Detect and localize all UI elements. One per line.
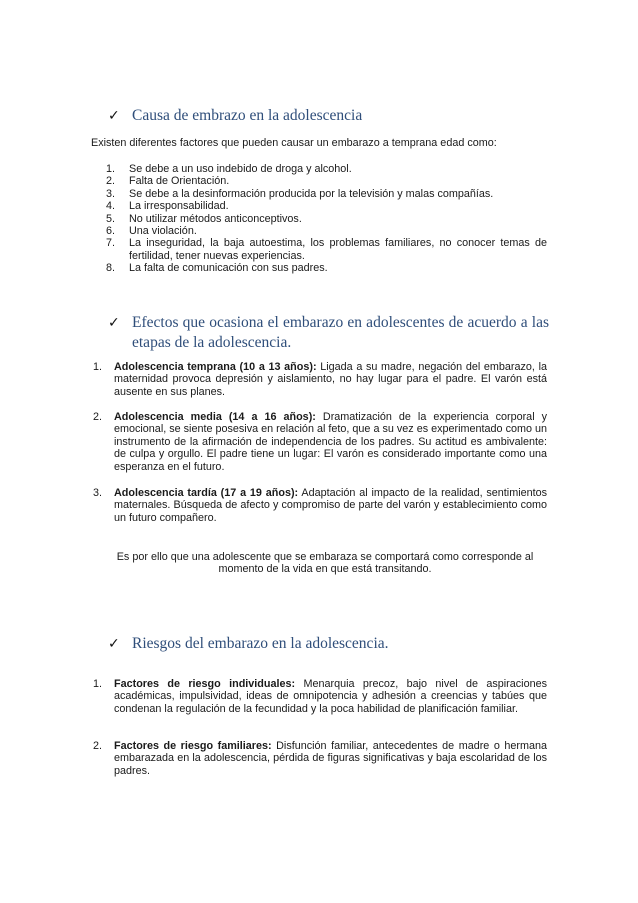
list-item: 6. Una violación.: [106, 225, 197, 238]
list-item: 3. Adolescencia tardía (17 a 19 años): Adaptación al impacto de la realidad, sentimientos maternales. Búsqueda de afecto y compromiso de parte del varón y establecimiento como un futuro compañero.: [93, 487, 548, 524]
section2-heading-text: Efectos que ocasiona el embarazo en adolescentes de acuerdo a las etapas de la adolescencia.: [132, 314, 549, 351]
section1-heading-text: Causa de embrazo en la adolescencia: [132, 107, 363, 124]
check-mark-icon: ✓: [108, 636, 120, 652]
section3-heading: [108, 634, 549, 654]
list-item: 7. La inseguridad, la baja autoestima, los problemas familiares, no conocer temas de fertilidad, tener nuevas experiencias.: [106, 237, 547, 262]
check-mark-icon: ✓: [108, 108, 120, 124]
list-item: 3. Se debe a la desinformación producida por la televisión y malas compañías.: [106, 187, 494, 200]
list-item: 1. Adolescencia temprana (10 a 13 años): Ligada a su madre, negación del embarazo, la maternidad provoca depresión y aislamiento, no hay lugar para el padre. El varón está ausente en sus planes.: [93, 361, 547, 398]
list-item: 2. Adolescencia media (14 a 16 años): Dramatización de la experiencia corporal y emocional, se siente posesiva en relación al feto, que a su vez es experimentado como un instrumento de la afirmación de independencia de los padres. Su actitud es ambivalente: de culpa y orgullo. El padre tiene un lugar: El varón es considerado importante como una esperanza en el futuro.: [93, 411, 547, 473]
list-item: 2. Factores de riesgo familiares: Disfunción familiar, antecedentes de madre o hermana embarazada en la adolescencia, pérdida de figuras significativas y baja escolaridad de los padres.: [93, 740, 547, 777]
check-mark-icon: ✓: [108, 315, 120, 331]
section1-intro: Existen diferentes factores que pueden causar un embarazo a temprana edad como:: [91, 137, 497, 149]
list-item: 1. Se debe a un uso indebido de droga y alcohol.: [106, 163, 352, 175]
section1-heading: [108, 106, 558, 126]
list-item: 8. La falta de comunicación con sus padres.: [106, 262, 328, 275]
section1-list: [106, 163, 547, 275]
list-item: 4. La irresponsabilidad.: [106, 200, 229, 213]
list-item: 1. Factores de riesgo individuales: Menarquia precoz, bajo nivel de aspiraciones académicas, impulsividad, ideas de omnipotencia y adhesión a creencias y tabúes que condenan la regulación de la fecundidad y la poca habilidad de planificación familiar.: [93, 678, 547, 715]
section2-heading: [108, 313, 549, 353]
section3-heading-text: Riesgos del embarazo en la adolescencia.: [132, 635, 389, 652]
list-item: 2. Falta de Orientación.: [106, 175, 230, 188]
list-item: 5. No utilizar métodos anticonceptivos.: [106, 212, 302, 225]
conclusion-text: Es por ello que una adolescente que se embaraza se comportará como corresponde al momento de la vida en que está transitando.: [116, 551, 534, 576]
